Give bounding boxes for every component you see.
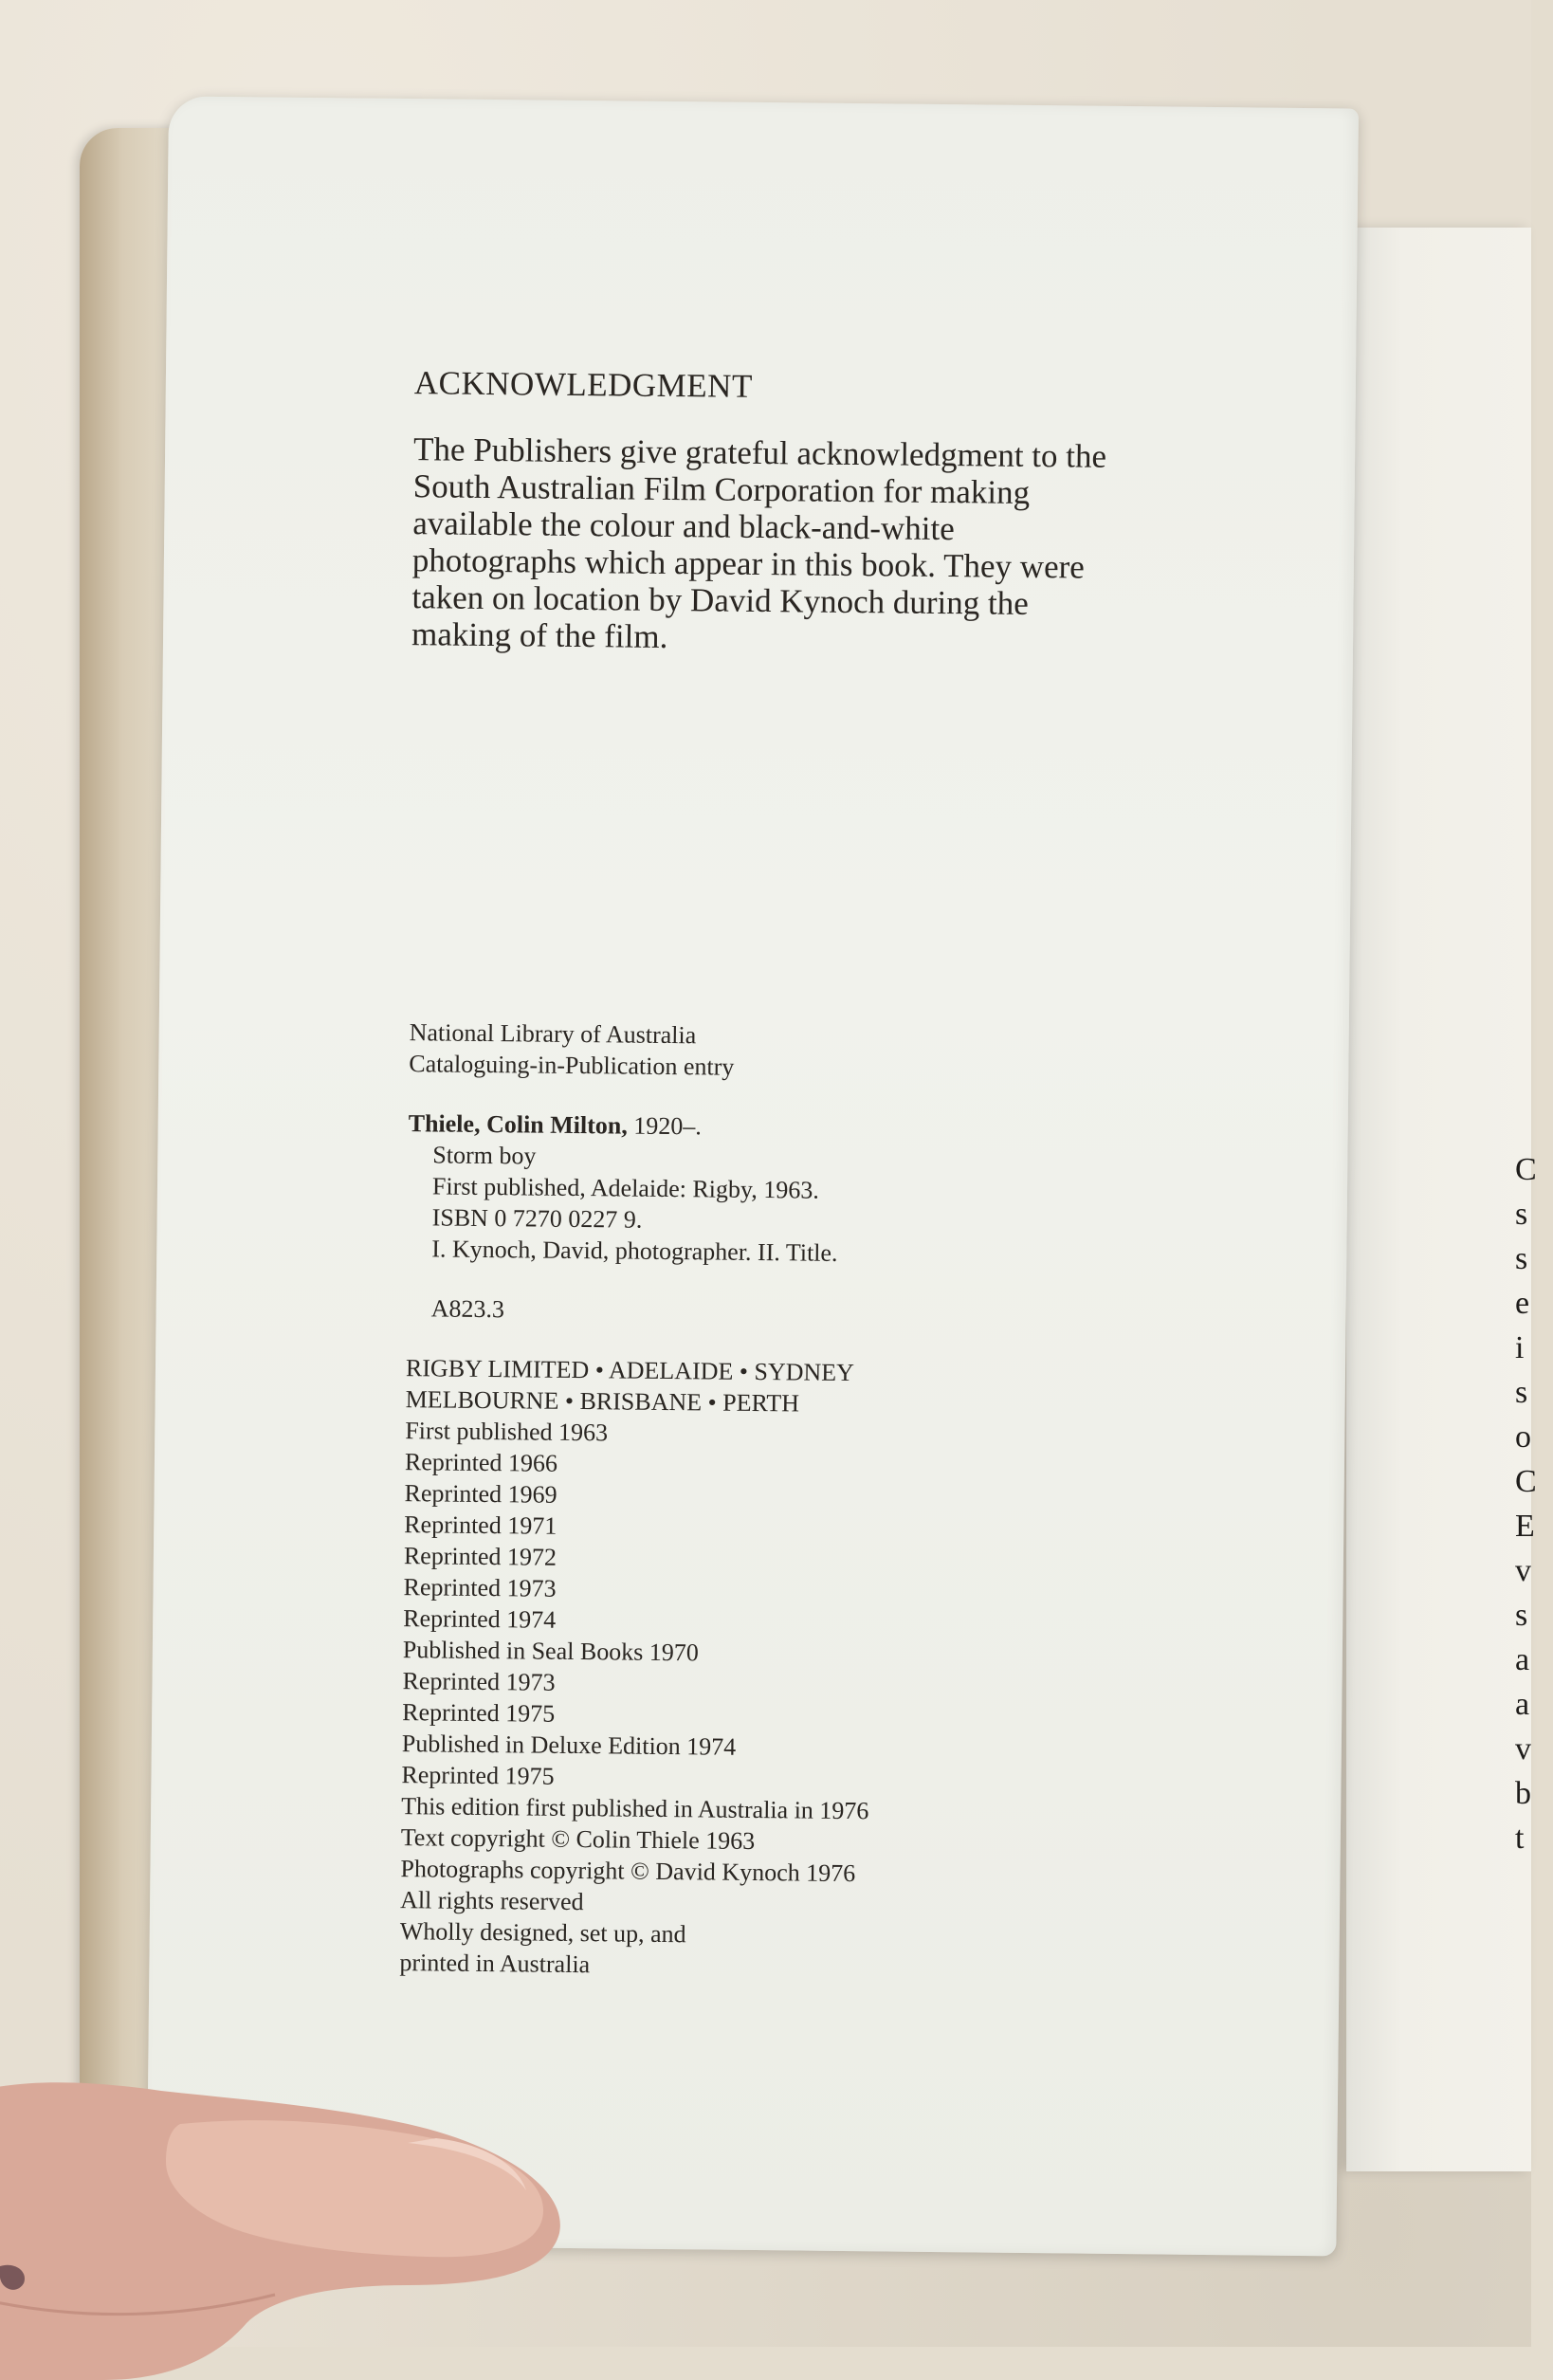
facing-page-letter: o [1515,1419,1531,1455]
facing-page-letter: t [1515,1821,1525,1856]
printing-line: Wholly designed, set up, and [399,1917,686,1949]
history-line: Reprinted 1975 [402,1698,556,1728]
facing-page-letter: s [1515,1197,1528,1232]
facing-page-letter: v [1515,1731,1531,1767]
edition-line: This edition first published in Australia in 1976 [401,1792,869,1825]
facing-page-letter: s [1515,1375,1528,1410]
acknowledgment-section [411,364,1325,662]
facing-page-letter: C [1515,1152,1537,1187]
facing-page-letter: C [1515,1464,1537,1499]
catalogue-entry: ISBN 0 7270 0227 9. [431,1203,643,1234]
printing-line: printed in Australia [399,1949,591,1979]
facing-page-letter: i [1515,1330,1525,1365]
thumb-holding-page [0,1982,607,2380]
facing-page-letter: a [1515,1687,1530,1722]
facing-page-letter: s [1515,1598,1528,1633]
imprint-page [146,96,1359,2256]
facing-page-letter: e [1515,1286,1530,1321]
publisher-line-1: RIGBY LIMITED • ADELAIDE • SYDNEY [405,1354,855,1387]
facing-page-letter: s [1515,1241,1528,1276]
history-line: Reprinted 1966 [404,1448,558,1477]
classification-number: A823.3 [430,1294,505,1324]
catalogue-entry: Storm boy [432,1141,537,1170]
history-line: Published in Seal Books 1970 [402,1636,700,1667]
facing-page [1346,228,1531,2171]
history-line: Reprinted 1974 [403,1604,557,1634]
catalogue-entry: I. Kynoch, David, photographer. II. Title. [431,1235,838,1267]
photo-copyright: Photographs copyright © David Kynoch 1976 [400,1855,856,1888]
history-line: Reprinted 1973 [403,1573,557,1602]
history-line: Published in Deluxe Edition 1974 [401,1730,737,1761]
facing-page-letter: v [1515,1553,1531,1588]
rights-line: All rights reserved [399,1886,584,1916]
history-line: Reprinted 1975 [401,1761,555,1790]
author-name: Thiele, Colin Milton, [408,1109,628,1140]
facing-page-text [1515,1147,1553,1860]
library-name: National Library of Australia [409,1018,697,1050]
catalogue-entry: First published, Adelaide: Rigby, 1963. [431,1172,819,1204]
facing-page-letter: E [1515,1509,1535,1544]
history-line: Reprinted 1971 [404,1510,557,1540]
history-line: Reprinted 1969 [404,1479,557,1509]
acknowledgment-text: The Publishers give grateful acknowledgment to the South Australian Film Corporation for making available the colour and black-and-white photographs which appear in this book. They were taken on location by David Kynoch during the making of the film. [411,430,1107,655]
history-line: Reprinted 1973 [402,1667,556,1696]
acknowledgment-heading: ACKNOWLEDGMENT [413,364,754,405]
cataloguing-section [399,1016,1263,1986]
cip-entry-label: Cataloguing-in-Publication entry [409,1050,735,1081]
history-line: Reprinted 1972 [403,1542,557,1571]
facing-page-letter: b [1515,1776,1531,1811]
publisher-line-2: MELBOURNE • BRISBANE • PERTH [405,1385,800,1418]
text-copyright: Text copyright © Colin Thiele 1963 [400,1823,756,1856]
history-line: First published 1963 [405,1417,609,1447]
author-dates: 1920–. [627,1111,702,1141]
facing-page-letter: a [1515,1642,1530,1677]
